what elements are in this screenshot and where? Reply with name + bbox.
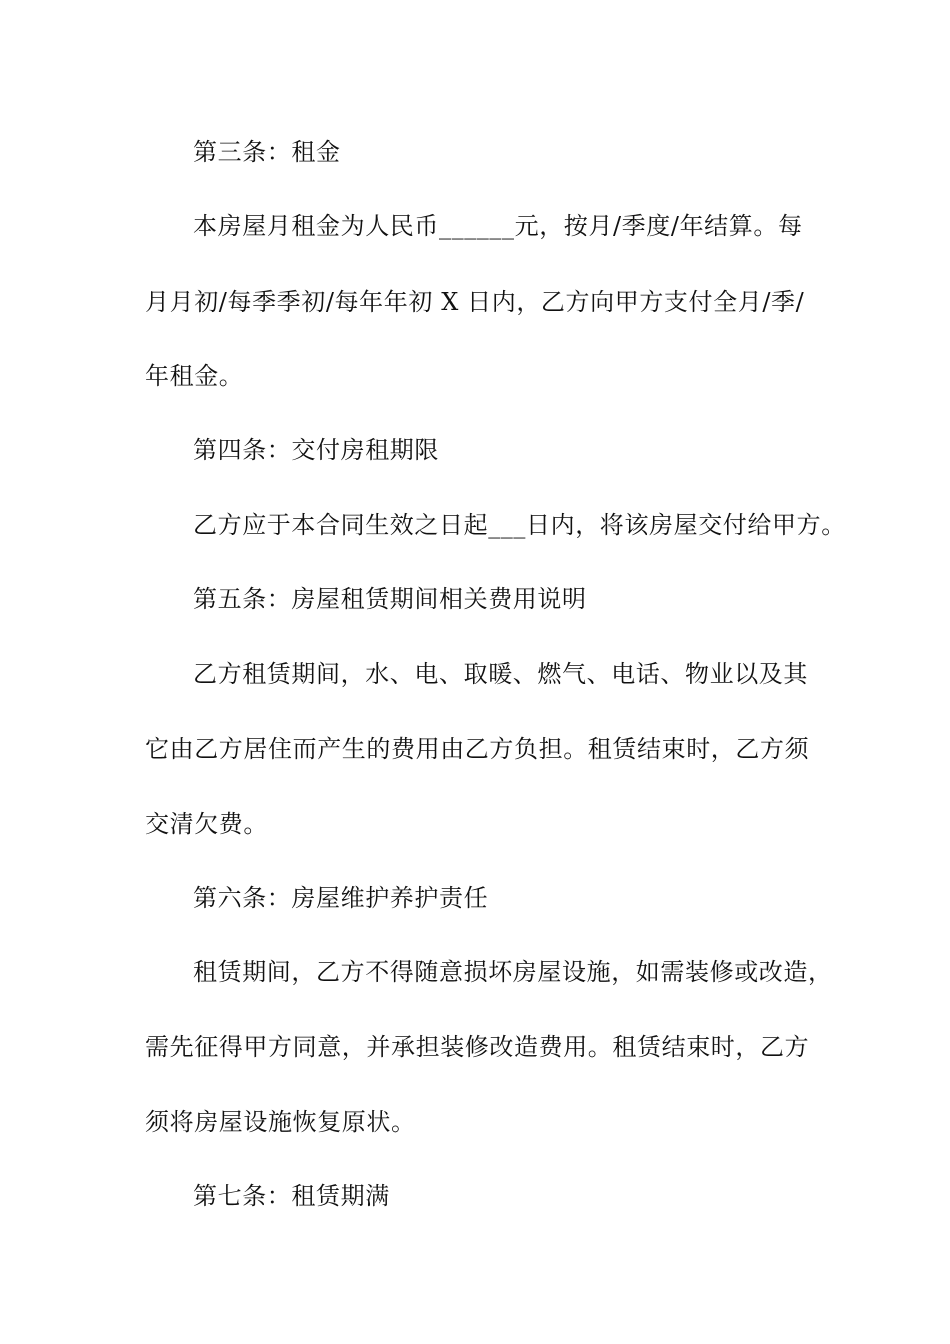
article-3-body-line-2: 月月初/每季季初/每年年初 X 日内，乙方向甲方支付全月/季/ xyxy=(145,288,805,316)
article-5-heading: 第五条：房屋租赁期间相关费用说明 xyxy=(193,585,587,613)
article-6-body-line-3: 须将房屋设施恢复原状。 xyxy=(145,1108,416,1136)
article-3-heading: 第三条：租金 xyxy=(193,138,341,166)
article-4-heading: 第四条：交付房租期限 xyxy=(193,436,439,464)
article-3-body-line-3: 年租金。 xyxy=(145,362,244,390)
article-7-heading: 第七条：租赁期满 xyxy=(193,1182,390,1210)
article-3-body-line-1: 本房屋月租金为人民币______元，按月/季度/年结算。每 xyxy=(193,212,803,240)
article-5-body-line-3: 交清欠费。 xyxy=(145,810,268,838)
article-6-body-line-2: 需先征得甲方同意，并承担装修改造费用。租赁结束时，乙方 xyxy=(145,1033,810,1061)
article-5-body-line-2: 它由乙方居住而产生的费用由乙方负担。租赁结束时，乙方须 xyxy=(145,735,810,763)
article-6-body-line-1: 租赁期间，乙方不得随意损坏房屋设施，如需装修或改造， xyxy=(193,958,833,986)
article-4-body-line-1: 乙方应于本合同生效之日起___日内，将该房屋交付给甲方。 xyxy=(193,511,846,539)
article-5-body-line-1: 乙方租赁期间，水、电、取暖、燃气、电话、物业以及其 xyxy=(193,660,808,688)
article-6-heading: 第六条：房屋维护养护责任 xyxy=(193,884,489,912)
